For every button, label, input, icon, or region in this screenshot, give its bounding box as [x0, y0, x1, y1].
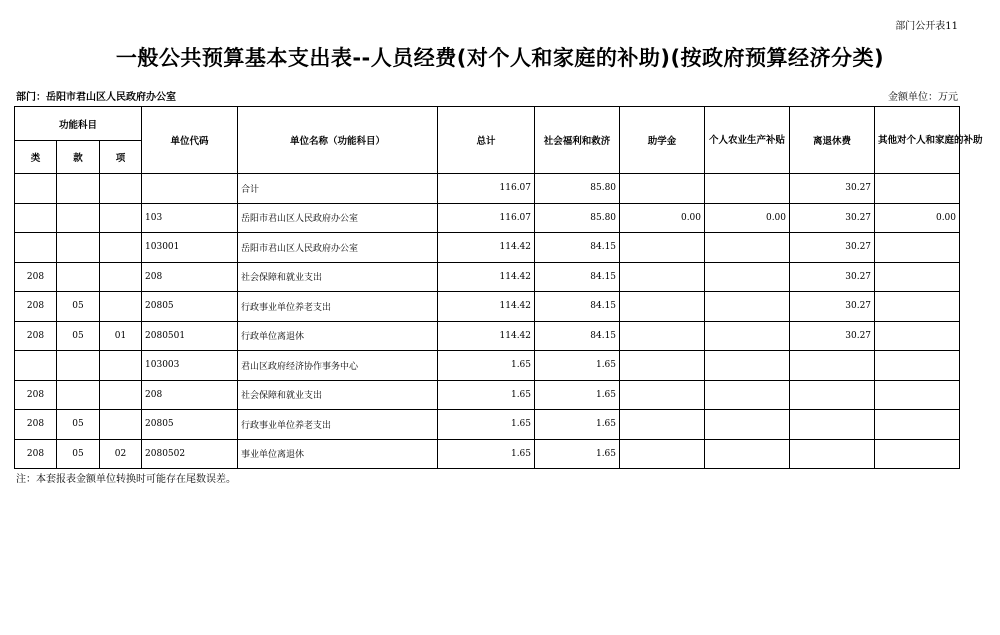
- header-social-welfare: 社会福利和救济: [535, 107, 620, 174]
- table-row: [15, 380, 960, 410]
- cell-kuan: [57, 380, 100, 410]
- cell-code: 103003: [142, 351, 238, 381]
- header-scholarship: 助学金: [620, 107, 705, 174]
- header-lei: 类: [15, 141, 57, 174]
- cell-lei: [15, 203, 57, 233]
- cell-welfare: 84.15: [535, 262, 620, 292]
- cell-kuan: [57, 203, 100, 233]
- table-row: [15, 439, 960, 469]
- cell-farm-subsidy: [705, 351, 790, 381]
- cell-welfare: 1.65: [535, 351, 620, 381]
- cell-retirement: 30.27: [790, 233, 875, 263]
- cell-kuan: 05: [57, 439, 100, 469]
- cell-total: 1.65: [438, 351, 535, 381]
- cell-code: 2080501: [142, 321, 238, 351]
- cell-lei: [15, 174, 57, 204]
- cell-name: 行政事业单位养老支出: [238, 292, 438, 322]
- cell-retirement: 30.27: [790, 174, 875, 204]
- cell-retirement: 30.27: [790, 321, 875, 351]
- header-total: 总计: [438, 107, 535, 174]
- table-row: [15, 174, 960, 204]
- cell-kuan: 05: [57, 292, 100, 322]
- cell-xiang: [100, 380, 142, 410]
- header-unit-name: 单位名称（功能科目）: [238, 107, 438, 174]
- cell-xiang: [100, 410, 142, 440]
- budget-table: [14, 106, 983, 469]
- cell-code: 103: [142, 203, 238, 233]
- cell-lei: 208: [15, 410, 57, 440]
- cell-total: 114.42: [438, 292, 535, 322]
- cell-scholarship: [620, 321, 705, 351]
- header-function-subject: 功能科目: [15, 107, 142, 141]
- cell-other: [875, 439, 960, 469]
- cell-lei: 208: [15, 262, 57, 292]
- cell-code: 103001: [142, 233, 238, 263]
- cell-welfare: 84.15: [535, 233, 620, 263]
- cell-lei: 208: [15, 292, 57, 322]
- unit-label: 金额单位：万元: [888, 92, 958, 103]
- cell-total: 116.07: [438, 174, 535, 204]
- cell-farm-subsidy: [705, 410, 790, 440]
- cell-welfare: 85.80: [535, 174, 620, 204]
- cell-xiang: 01: [100, 321, 142, 351]
- cell-xiang: [100, 174, 142, 204]
- cell-total: 116.07: [438, 203, 535, 233]
- cell-total: 114.42: [438, 233, 535, 263]
- cell-retirement: 30.27: [790, 262, 875, 292]
- cell-name: 君山区政府经济协作事务中心: [238, 351, 438, 381]
- cell-code: 208: [142, 380, 238, 410]
- cell-scholarship: 0.00: [620, 203, 705, 233]
- cell-farm-subsidy: [705, 262, 790, 292]
- cell-farm-subsidy: [705, 380, 790, 410]
- cell-scholarship: [620, 351, 705, 381]
- cell-scholarship: [620, 439, 705, 469]
- table-row: [15, 351, 960, 381]
- cell-total: 1.65: [438, 380, 535, 410]
- cell-total: 114.42: [438, 321, 535, 351]
- cell-name: 社会保障和就业支出: [238, 262, 438, 292]
- cell-name: 行政事业单位养老支出: [238, 410, 438, 440]
- cell-kuan: [57, 174, 100, 204]
- cell-other: [875, 351, 960, 381]
- cell-scholarship: [620, 410, 705, 440]
- cell-name: 岳阳市君山区人民政府办公室: [238, 203, 438, 233]
- table-row: [15, 410, 960, 440]
- cell-code: 20805: [142, 410, 238, 440]
- cell-total: 1.65: [438, 410, 535, 440]
- cell-welfare: 1.65: [535, 380, 620, 410]
- header-farm-subsidy: 个人农业生产补贴: [705, 107, 790, 174]
- table-row: [15, 203, 960, 233]
- cell-name: 社会保障和就业支出: [238, 380, 438, 410]
- cell-lei: 208: [15, 439, 57, 469]
- cell-retirement: [790, 351, 875, 381]
- cell-name: 行政单位离退休: [238, 321, 438, 351]
- cell-kuan: [57, 262, 100, 292]
- footnote: 注：本套报表金额单位转换时可能存在尾数误差。: [16, 474, 236, 485]
- cell-xiang: [100, 351, 142, 381]
- table-row: [15, 233, 960, 263]
- cell-welfare: 84.15: [535, 292, 620, 322]
- cell-code: 2080502: [142, 439, 238, 469]
- cell-lei: [15, 351, 57, 381]
- header-unit-code: 单位代码: [142, 107, 238, 174]
- cell-xiang: [100, 262, 142, 292]
- cell-code: 20805: [142, 292, 238, 322]
- page-title: 一般公共预算基本支出表--人员经费(对个人和家庭的补助)(按政府预算经济分类): [115, 46, 885, 70]
- cell-other: [875, 410, 960, 440]
- cell-retirement: 30.27: [790, 203, 875, 233]
- cell-name: 岳阳市君山区人民政府办公室: [238, 233, 438, 263]
- table-row: [15, 292, 960, 322]
- cell-retirement: [790, 380, 875, 410]
- cell-retirement: [790, 410, 875, 440]
- cell-other: [875, 174, 960, 204]
- cell-scholarship: [620, 292, 705, 322]
- cell-xiang: 02: [100, 439, 142, 469]
- cell-kuan: [57, 351, 100, 381]
- cell-scholarship: [620, 174, 705, 204]
- cell-kuan: 05: [57, 410, 100, 440]
- cell-scholarship: [620, 233, 705, 263]
- cell-other: 0.00: [875, 203, 960, 233]
- cell-farm-subsidy: [705, 174, 790, 204]
- header-retirement: 离退休费: [790, 107, 875, 174]
- cell-name: 合计: [238, 174, 438, 204]
- cell-total: 1.65: [438, 439, 535, 469]
- table-row: [15, 321, 960, 351]
- cell-scholarship: [620, 380, 705, 410]
- cell-other: [875, 292, 960, 322]
- cell-farm-subsidy: [705, 233, 790, 263]
- cell-farm-subsidy: 0.00: [705, 203, 790, 233]
- cell-retirement: [790, 439, 875, 469]
- cell-kuan: [57, 233, 100, 263]
- cell-code: [142, 174, 238, 204]
- cell-other: [875, 233, 960, 263]
- cell-xiang: [100, 292, 142, 322]
- cell-total: 114.42: [438, 262, 535, 292]
- header-other-subsidy: 其他对个人和家庭的补助: [875, 107, 960, 174]
- cell-lei: 208: [15, 380, 57, 410]
- cell-lei: 208: [15, 321, 57, 351]
- department-label: 部门：岳阳市君山区人民政府办公室: [16, 92, 176, 103]
- header-xiang: 项: [100, 141, 142, 174]
- cell-name: 事业单位离退休: [238, 439, 438, 469]
- cell-farm-subsidy: [705, 321, 790, 351]
- cell-lei: [15, 233, 57, 263]
- cell-other: [875, 321, 960, 351]
- cell-xiang: [100, 203, 142, 233]
- cell-other: [875, 380, 960, 410]
- cell-welfare: 84.15: [535, 321, 620, 351]
- cell-retirement: 30.27: [790, 292, 875, 322]
- cell-other: [875, 262, 960, 292]
- form-number-label: 部门公开表11: [895, 21, 958, 32]
- cell-welfare: 1.65: [535, 410, 620, 440]
- cell-farm-subsidy: [705, 439, 790, 469]
- table-row: [15, 262, 960, 292]
- cell-kuan: 05: [57, 321, 100, 351]
- cell-code: 208: [142, 262, 238, 292]
- cell-xiang: [100, 233, 142, 263]
- cell-welfare: 85.80: [535, 203, 620, 233]
- header-kuan: 款: [57, 141, 100, 174]
- cell-scholarship: [620, 262, 705, 292]
- cell-welfare: 1.65: [535, 439, 620, 469]
- cell-farm-subsidy: [705, 292, 790, 322]
